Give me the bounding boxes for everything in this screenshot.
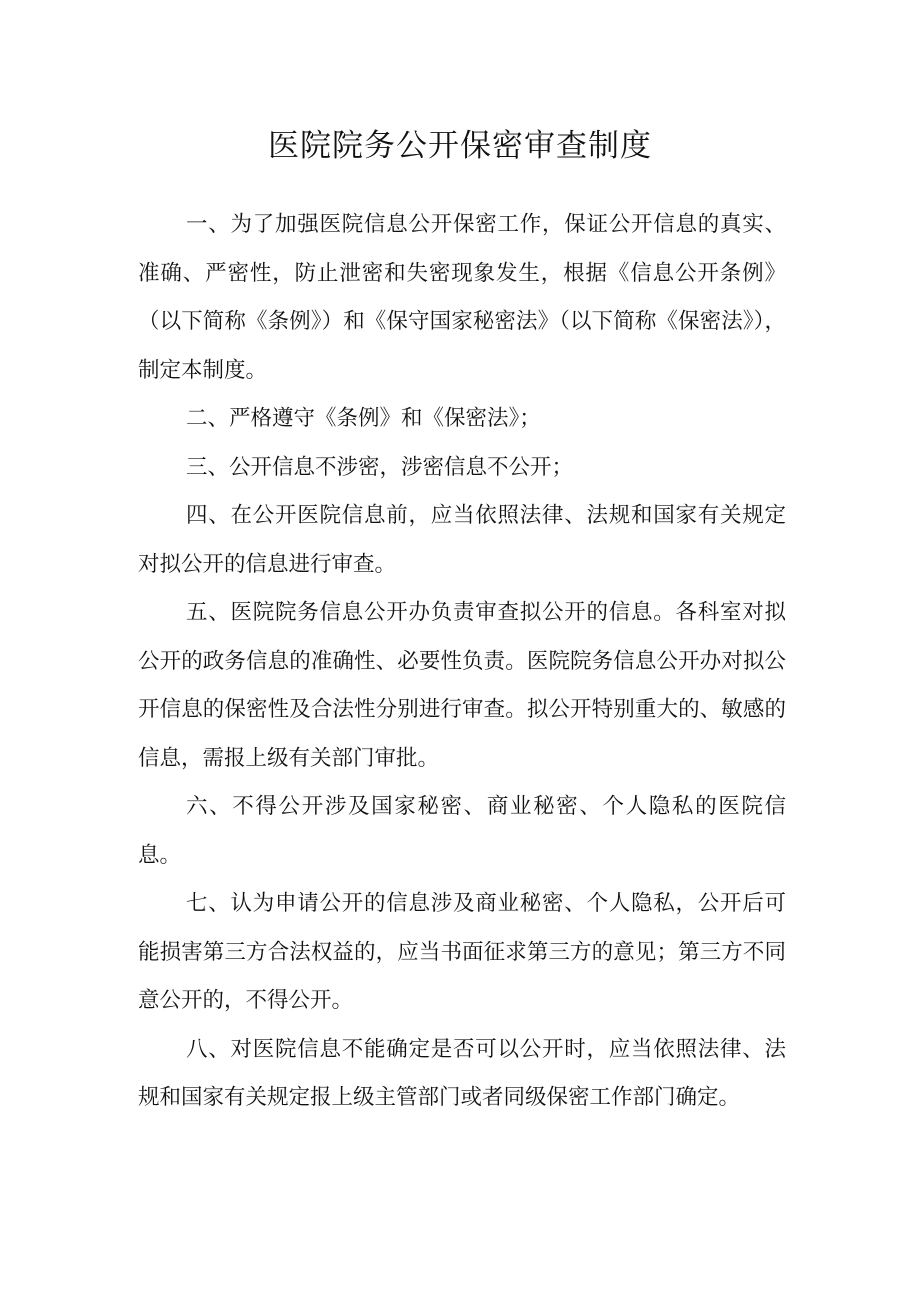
paragraph-8: 八、对医院信息不能确定是否可以公开时，应当依照法律、法规和国家有关规定报上级主管部门或者同级保密工作部门确定。 bbox=[138, 1036, 786, 1110]
paragraph-5: 五、医院院务信息公开办负责审查拟公开的信息。各科室对拟公开的政务信息的准确性、必要性负责。医院院务信息公开办对拟公开信息的保密性及合法性分别进行审查。拟公开特别重大的、敏感的信息，需报上级有关部门审批。 bbox=[138, 600, 786, 771]
paragraph-7: 七、认为申请公开的信息涉及商业秘密、个人隐私，公开后可能损害第三方合法权益的，应当书面征求第三方的意见；第三方不同意公开的，不得公开。 bbox=[138, 891, 786, 1013]
paragraph-6: 六、不得公开涉及国家秘密、商业秘密、个人隐私的医院信息。 bbox=[138, 794, 786, 868]
document-title: 医院院务公开保密审查制度 bbox=[268, 128, 652, 164]
paragraph-4: 四、在公开医院信息前，应当依照法律、法规和国家有关规定对拟公开的信息进行审查。 bbox=[138, 503, 786, 577]
paragraph-3: 三、公开信息不涉密，涉密信息不公开； bbox=[186, 454, 574, 480]
paragraph-1: 一、为了加强医院信息公开保密工作，保证公开信息的真实、准确、严密性，防止泄密和失密现象发生，根据《信息公开条例》（以下简称《条例》）和《保守国家秘密法》（以下简称《保密法》），制定本制度。 bbox=[138, 212, 786, 383]
document-body bbox=[138, 201, 786, 1123]
paragraph-2: 二、严格遵守《条例》和《保密法》； bbox=[186, 406, 541, 431]
